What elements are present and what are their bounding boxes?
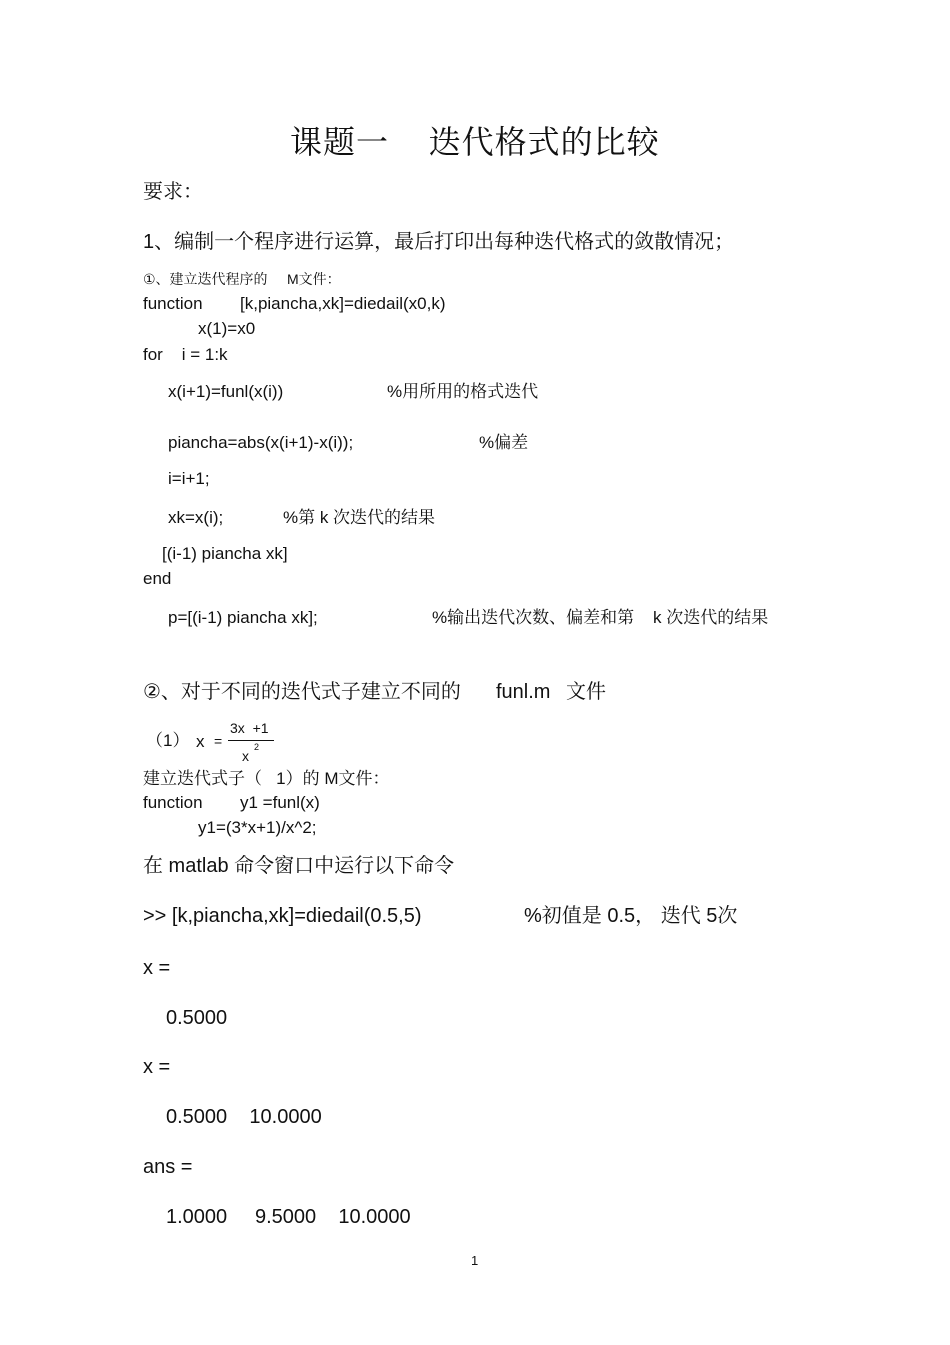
code-line-output: p=[(i-1) piancha xk]; [168,608,318,627]
formula-denominator: x [242,748,249,764]
requirement-item-1: 1、编制一个程序进行运算，最后打印出每种迭代格式的敛散情况； [143,231,735,253]
code-line-iterate: x(i+1)=funl(x(i)) [168,382,284,401]
code-line-end: end [143,569,172,588]
code-line-function-keyword: function [143,294,203,313]
matlab-command: >> [k,piancha,xk]=diedail(0.5,5) [143,905,422,927]
subsection-2-suffix: 文件 [566,681,606,703]
formula-fraction [228,718,276,766]
code-line-for: for i = 1:k [143,345,228,364]
code-line-xk: xk=x(i); [168,508,224,527]
code-line-function-signature: [k,piancha,xk]=diedail(x0,k) [240,294,446,313]
formula-lhs: x [196,732,205,751]
subsection-2-heading: ②、对于不同的迭代式子建立不同的 [143,681,461,703]
fraction-bar [228,740,274,741]
formula-numerator: 3x +1 [230,720,269,736]
run-instruction: 在 matlab 命令窗口中运行以下命令 [143,855,455,877]
code-line-increment: i=i+1; [168,469,210,488]
funl-function-body: y1=(3*x+1)/x^2; [198,818,317,837]
output-ans-label: ans = [143,1156,193,1178]
code-comment-output: %输出迭代次数、偏差和第 k 次迭代的结果 [432,608,769,627]
formula-exponent: 2 [254,742,260,752]
code-line-piancha: piancha=abs(x(i+1)-x(i)); [168,433,354,452]
output-x-label-2: x = [143,1056,171,1078]
output-ans-value: 1.0000 9.5000 10.0000 [166,1206,411,1228]
matlab-command-comment: %初值是 0.5， 迭代 5次 [524,905,738,927]
build-formula-1-text: 建立迭代式子（ 1）的 M文件： [143,769,390,788]
formula-equals: = [214,733,223,749]
code-line-init: x(1)=x0 [198,319,256,338]
subsection-1-heading: ①、建立迭代程序的 M文件： [143,271,341,287]
subsection-2-filename: funl.m [496,681,551,703]
code-comment-iterate: %用所用的格式迭代 [387,382,539,401]
code-comment-piancha: %偏差 [479,433,529,452]
formula-label: （1） [146,731,190,750]
funl-function-signature: y1 =funl(x) [240,793,320,812]
code-line-display: [(i-1) piancha xk] [162,544,288,563]
output-x-value-1: 0.5000 [166,1007,228,1029]
code-comment-xk: %第 k 次迭代的结果 [283,508,436,527]
funl-function-keyword: function [143,793,203,812]
requirements-heading: 要求： [143,181,203,203]
output-x-value-2: 0.5000 10.0000 [166,1106,322,1128]
page-title: 课题一 迭代格式的比较 [290,124,660,160]
page-number: 1 [471,1253,479,1268]
output-x-label-1: x = [143,957,171,979]
